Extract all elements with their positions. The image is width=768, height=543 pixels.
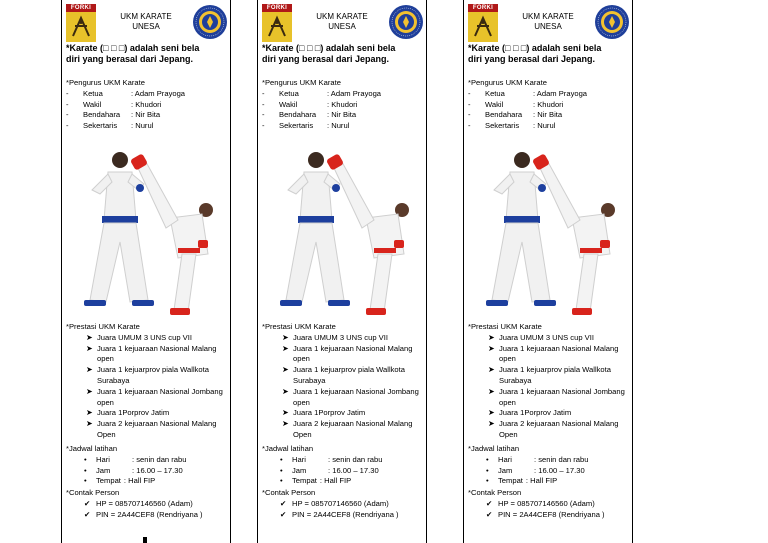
dot-bullet-icon: • [280, 465, 283, 475]
pengurus-name: : Nir Bita [533, 110, 563, 120]
brochure-panel-2 [257, 0, 427, 543]
jadwal-row [468, 476, 630, 487]
kontak-list [468, 499, 630, 521]
dot-bullet-icon: • [280, 454, 283, 464]
jadwal-list [262, 455, 424, 487]
arrow-bullet-icon: ➤ [488, 365, 495, 375]
forki-logo-label: FORKI [66, 4, 96, 12]
jadwal-heading: *Jadwal latihan [468, 444, 520, 453]
pengurus-dash: - [262, 88, 265, 98]
jadwal-section [66, 444, 228, 487]
kontak-row [262, 499, 424, 510]
intro-line1: *Karate (□ □ □) adalah seni bela [468, 43, 602, 53]
karate-emblem-icon [69, 14, 93, 40]
jadwal-value: : senin dan rabu [328, 454, 383, 464]
pengurus-heading: *Pengurus UKM Karate [262, 78, 341, 87]
prestasi-item-text: Juara 1 kejuaraan Nasional Jombang open [293, 386, 419, 407]
pengurus-heading: *Pengurus UKM Karate [66, 78, 145, 87]
pengurus-dash: - [262, 121, 265, 131]
kontak-row [66, 510, 228, 521]
jadwal-label: Hari [498, 454, 512, 464]
intro-text [262, 43, 422, 65]
arrow-bullet-icon: ➤ [86, 365, 93, 375]
checkmark-bullet-icon: ✔ [84, 498, 91, 508]
checkmark-bullet-icon: ✔ [280, 509, 287, 519]
jadwal-row [262, 476, 424, 487]
karate-fighters-illustration [480, 150, 625, 330]
prestasi-item-text: Juara UMUM 3 UNS cup VII [499, 332, 594, 342]
jadwal-label: Tempat [498, 476, 523, 486]
pengurus-name: : Khudori [327, 99, 358, 109]
arrow-bullet-icon: ➤ [282, 408, 289, 418]
prestasi-item [468, 333, 630, 344]
pengurus-dash: - [262, 110, 265, 120]
arrow-bullet-icon: ➤ [488, 419, 495, 429]
pengurus-role: Ketua [279, 88, 299, 98]
prestasi-item-text: Juara 1 kejuaraan Nasional Malang open [499, 343, 619, 364]
pengurus-row [262, 89, 424, 100]
intro-line1: *Karate (□ □ □) adalah seni bela [262, 43, 396, 53]
pengurus-role: Wakil [83, 99, 102, 109]
pengurus-section [66, 78, 228, 132]
jadwal-section [468, 444, 630, 487]
pengurus-name: : Nurul [131, 121, 154, 131]
forki-logo [66, 4, 96, 42]
club-title [498, 12, 598, 32]
jadwal-row [66, 466, 228, 477]
prestasi-item [262, 333, 424, 344]
unesa-logo [388, 4, 424, 40]
karate-emblem-icon [471, 14, 495, 40]
arrow-bullet-icon: ➤ [488, 386, 495, 396]
kontak-heading: *Contak Person [66, 488, 120, 497]
pengurus-list [66, 89, 228, 132]
jadwal-value: : 16.00 – 17.30 [534, 465, 585, 475]
intro-line2: diri yang berasal dari Jepang. [468, 54, 596, 64]
prestasi-item [66, 387, 228, 409]
karate-emblem-icon [265, 14, 289, 40]
arrow-bullet-icon: ➤ [282, 365, 289, 375]
dot-bullet-icon: • [486, 465, 489, 475]
arrow-bullet-icon: ➤ [282, 419, 289, 429]
prestasi-item [468, 408, 630, 419]
karate-fighters-illustration [274, 150, 419, 330]
pengurus-name: : Adam Prayoga [131, 88, 186, 98]
text-cursor-mark [143, 537, 147, 543]
forki-logo-label: FORKI [262, 4, 292, 12]
prestasi-item-text: Juara UMUM 3 UNS cup VII [97, 332, 192, 342]
pengurus-row [66, 100, 228, 111]
prestasi-item-text: Juara 1Porprov Jatim [293, 408, 366, 418]
jadwal-value: : senin dan rabu [132, 454, 187, 464]
forki-logo-label: FORKI [468, 4, 498, 12]
pengurus-role: Sekertaris [83, 121, 118, 131]
club-title-line1: UKM KARATE [522, 12, 574, 21]
club-title-line1: UKM KARATE [120, 12, 172, 21]
pengurus-row [66, 121, 228, 132]
kontak-text: HP = 085707146560 (Adam) [498, 498, 595, 508]
intro-text [66, 43, 226, 65]
arrow-bullet-icon: ➤ [488, 408, 495, 418]
kontak-text: PIN = 2A44CEF8 (Rendriyana ) [498, 509, 605, 519]
prestasi-section [66, 322, 228, 441]
prestasi-item [66, 419, 228, 441]
prestasi-item-text: Juara 1 kejuaraan Nasional Malang open [293, 343, 413, 364]
jadwal-value: : Hall FIP [319, 476, 352, 486]
kontak-text: PIN = 2A44CEF8 (Rendriyana ) [96, 509, 203, 519]
pengurus-role: Wakil [279, 99, 298, 109]
arrow-bullet-icon: ➤ [282, 332, 289, 342]
arrow-bullet-icon: ➤ [86, 343, 93, 353]
pengurus-role: Bendahara [485, 110, 523, 120]
pengurus-name: : Khudori [533, 99, 564, 109]
prestasi-item-text: Juara 1 kejuarprov piala Wallkota Surabaya [293, 365, 405, 385]
intro-line2: diri yang berasal dari Jepang. [66, 54, 194, 64]
jadwal-row [262, 455, 424, 466]
intro-text [468, 43, 628, 65]
pengurus-dash: - [262, 99, 265, 109]
pengurus-role: Wakil [485, 99, 504, 109]
prestasi-heading: *Prestasi UKM Karate [66, 322, 140, 331]
intro-line2: diri yang berasal dari Jepang. [262, 54, 390, 64]
brochure-panel-3 [463, 0, 633, 543]
pengurus-dash: - [66, 110, 69, 120]
prestasi-item [262, 387, 424, 409]
pengurus-section [262, 78, 424, 132]
prestasi-item-text: Juara 1 kejuaraan Nasional Jombang open [499, 386, 625, 407]
pengurus-list [468, 89, 630, 132]
prestasi-item [262, 365, 424, 387]
jadwal-heading: *Jadwal latihan [262, 444, 314, 453]
prestasi-item-text: Juara 2 kejuaraan Nasional Malang Open [499, 419, 619, 439]
jadwal-label: Jam [96, 465, 111, 475]
intro-line1: *Karate (□ □ □) adalah seni bela [66, 43, 200, 53]
pengurus-row [262, 100, 424, 111]
jadwal-list [468, 455, 630, 487]
jadwal-value: : 16.00 – 17.30 [132, 465, 183, 475]
dot-bullet-icon: • [486, 454, 489, 464]
pengurus-row [468, 121, 630, 132]
arrow-bullet-icon: ➤ [488, 332, 495, 342]
kontak-row [262, 510, 424, 521]
jadwal-list [66, 455, 228, 487]
prestasi-item-text: Juara 1Porprov Jatim [97, 408, 170, 418]
jadwal-row [66, 455, 228, 466]
pengurus-role: Sekertaris [279, 121, 314, 131]
jadwal-value: : Hall FIP [525, 476, 558, 486]
pengurus-section [468, 78, 630, 132]
pengurus-row [66, 110, 228, 121]
dot-bullet-icon: • [84, 454, 87, 464]
pengurus-name: : Adam Prayoga [533, 88, 588, 98]
pengurus-name: : Nir Bita [131, 110, 161, 120]
pengurus-dash: - [66, 88, 69, 98]
pengurus-row [262, 110, 424, 121]
prestasi-item [468, 419, 630, 441]
kontak-text: PIN = 2A44CEF8 (Rendriyana ) [292, 509, 399, 519]
prestasi-item-text: Juara 2 kejuaraan Nasional Malang Open [293, 419, 413, 439]
prestasi-section [262, 322, 424, 441]
pengurus-dash: - [468, 88, 471, 98]
kontak-list [66, 499, 228, 521]
prestasi-item [66, 344, 228, 366]
checkmark-bullet-icon: ✔ [486, 509, 493, 519]
jadwal-label: Jam [498, 465, 513, 475]
pengurus-name: : Nir Bita [327, 110, 357, 120]
prestasi-item [468, 344, 630, 366]
club-title-line2: UNESA [328, 22, 356, 31]
brochure-header [258, 4, 426, 44]
dot-bullet-icon: • [84, 476, 87, 486]
kontak-text: HP = 085707146560 (Adam) [292, 498, 389, 508]
prestasi-item [468, 387, 630, 409]
pengurus-dash: - [468, 99, 471, 109]
prestasi-item [66, 365, 228, 387]
jadwal-label: Tempat [96, 476, 121, 486]
jadwal-row [262, 466, 424, 477]
arrow-bullet-icon: ➤ [282, 386, 289, 396]
prestasi-heading: *Prestasi UKM Karate [262, 322, 336, 331]
kontak-row [66, 499, 228, 510]
prestasi-item [66, 408, 228, 419]
prestasi-item [262, 408, 424, 419]
arrow-bullet-icon: ➤ [86, 419, 93, 429]
prestasi-section [468, 322, 630, 441]
checkmark-bullet-icon: ✔ [84, 509, 91, 519]
kontak-text: HP = 085707146560 (Adam) [96, 498, 193, 508]
dot-bullet-icon: • [280, 476, 283, 486]
brochure-header [62, 4, 230, 44]
pengurus-row [468, 110, 630, 121]
kontak-list [262, 499, 424, 521]
kontak-heading: *Contak Person [468, 488, 522, 497]
prestasi-list [262, 333, 424, 441]
arrow-bullet-icon: ➤ [86, 408, 93, 418]
arrow-bullet-icon: ➤ [86, 332, 93, 342]
dot-bullet-icon: • [84, 465, 87, 475]
kontak-row [468, 499, 630, 510]
prestasi-list [468, 333, 630, 441]
prestasi-item-text: Juara 1 kejuarprov piala Wallkota Surabaya [97, 365, 209, 385]
brochure-panel-1 [61, 0, 231, 543]
club-title [292, 12, 392, 32]
kontak-heading: *Contak Person [262, 488, 316, 497]
prestasi-item-text: Juara 1 kejuaraan Nasional Malang open [97, 343, 217, 364]
jadwal-label: Hari [292, 454, 306, 464]
prestasi-heading: *Prestasi UKM Karate [468, 322, 542, 331]
club-title-line2: UNESA [132, 22, 160, 31]
pengurus-role: Sekertaris [485, 121, 520, 131]
karate-fighters-illustration [78, 150, 223, 330]
kontak-section [66, 488, 228, 520]
pengurus-row [468, 89, 630, 100]
checkmark-bullet-icon: ✔ [280, 498, 287, 508]
pengurus-row [262, 121, 424, 132]
arrow-bullet-icon: ➤ [488, 343, 495, 353]
prestasi-item-text: Juara 1Porprov Jatim [499, 408, 572, 418]
club-title-line1: UKM KARATE [316, 12, 368, 21]
arrow-bullet-icon: ➤ [86, 386, 93, 396]
jadwal-row [468, 455, 630, 466]
prestasi-item [66, 333, 228, 344]
prestasi-item-text: Juara 1 kejuarprov piala Wallkota Surabaya [499, 365, 611, 385]
jadwal-label: Jam [292, 465, 307, 475]
arrow-bullet-icon: ➤ [282, 343, 289, 353]
prestasi-item-text: Juara 1 kejuaraan Nasional Jombang open [97, 386, 223, 407]
pengurus-name: : Nurul [533, 121, 556, 131]
jadwal-label: Hari [96, 454, 110, 464]
jadwal-heading: *Jadwal latihan [66, 444, 118, 453]
jadwal-row [468, 466, 630, 477]
dot-bullet-icon: • [486, 476, 489, 486]
jadwal-section [262, 444, 424, 487]
kontak-row [468, 510, 630, 521]
prestasi-item-text: Juara UMUM 3 UNS cup VII [293, 332, 388, 342]
unesa-logo [192, 4, 228, 40]
jadwal-row [66, 476, 228, 487]
checkmark-bullet-icon: ✔ [486, 498, 493, 508]
pengurus-role: Bendahara [279, 110, 317, 120]
kontak-section [468, 488, 630, 520]
pengurus-dash: - [66, 121, 69, 131]
pengurus-row [468, 100, 630, 111]
brochure-header [464, 4, 632, 44]
jadwal-value: : Hall FIP [123, 476, 156, 486]
pengurus-role: Ketua [485, 88, 505, 98]
club-title [96, 12, 196, 32]
jadwal-value: : 16.00 – 17.30 [328, 465, 379, 475]
pengurus-dash: - [66, 99, 69, 109]
pengurus-role: Ketua [83, 88, 103, 98]
pengurus-name: : Nurul [327, 121, 350, 131]
forki-logo [468, 4, 498, 42]
pengurus-name: : Khudori [131, 99, 162, 109]
pengurus-role: Bendahara [83, 110, 121, 120]
pengurus-name: : Adam Prayoga [327, 88, 382, 98]
pengurus-heading: *Pengurus UKM Karate [468, 78, 547, 87]
pengurus-row [66, 89, 228, 100]
pengurus-dash: - [468, 110, 471, 120]
kontak-section [262, 488, 424, 520]
jadwal-label: Tempat [292, 476, 317, 486]
prestasi-item-text: Juara 2 kejuaraan Nasional Malang Open [97, 419, 217, 439]
prestasi-item [262, 344, 424, 366]
club-title-line2: UNESA [534, 22, 562, 31]
pengurus-dash: - [468, 121, 471, 131]
prestasi-list [66, 333, 228, 441]
forki-logo [262, 4, 292, 42]
pengurus-list [262, 89, 424, 132]
prestasi-item [468, 365, 630, 387]
unesa-logo [594, 4, 630, 40]
prestasi-item [262, 419, 424, 441]
jadwal-value: : senin dan rabu [534, 454, 589, 464]
